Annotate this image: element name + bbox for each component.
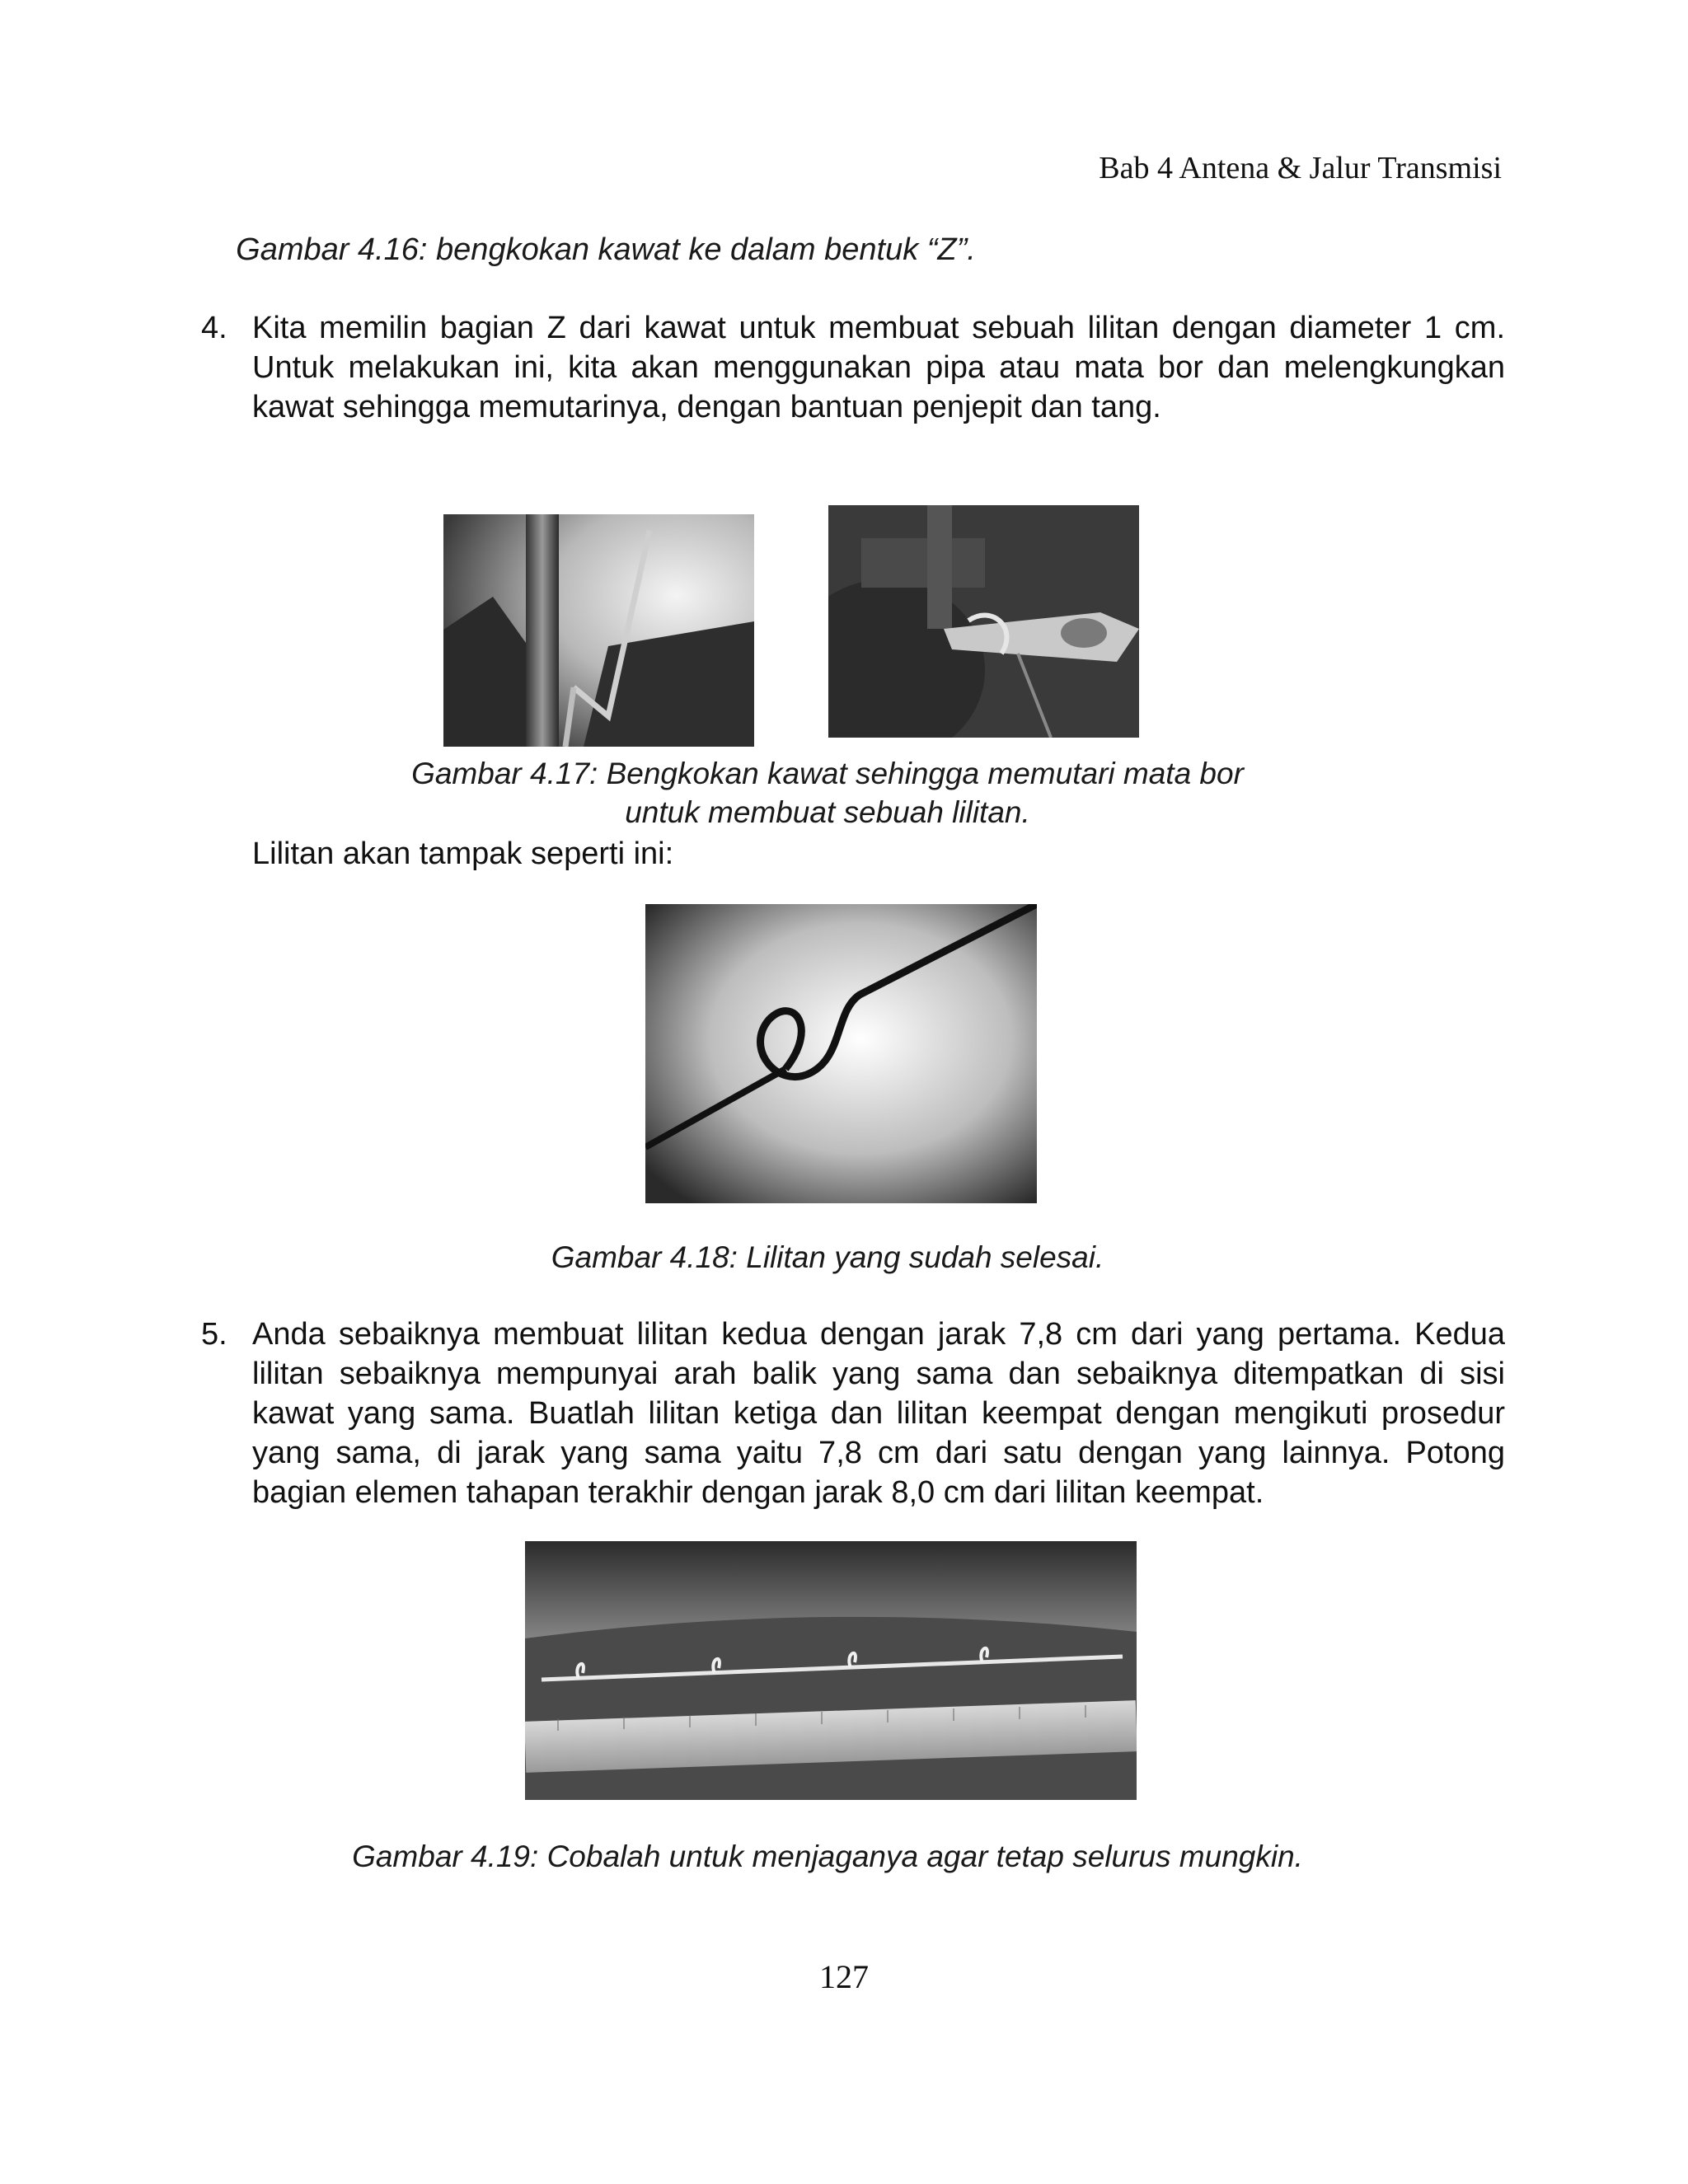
page-number: 127 [819,1958,869,1995]
interlude-text: Lilitan akan tampak seperti ini: [252,837,674,871]
caption-fig-4-16: Gambar 4.16: bengkokan kawat ke dalam bentuk “Z”. [236,232,976,267]
photo-wire-pliers-drill [828,505,1139,738]
caption-fig-4-17-line2: untuk membuat sebuah lilitan. [625,795,1030,829]
chapter-header: Bab 4 Antena & Jalur Transmisi [1099,151,1502,185]
step-5-text: Anda sebaiknya membuat lilitan kedua dengan jarak 7,8 cm dari yang pertama. Kedua lilitan sebaiknya mempunyai arah balik yang sama dan sebaiknya ditempatkan di sisi kawat yang sama. Buatlah lilitan ketiga dan lilitan keempat dengan mengikuti prosedur yang sama, di jarak yang sama yaitu 7,8 cm dari satu dengan yang lainnya. Potong bagian elemen tahapan terakhir dengan jarak 8,0 cm dari lilitan keempat. [252,1317,1505,1510]
step-5-number: 5. [201,1317,227,1352]
step-4-text: Kita memilin bagian Z dari kawat untuk membuat sebuah lilitan dengan diameter 1 cm. Untuk melakukan ini, kita akan menggunakan pipa atau mata bor dan melengkungkan kawat sehingga memutarinya, dengan bantuan penjepit dan tang. [252,311,1505,424]
photo-finished-coil [645,904,1037,1203]
photo-element-on-ruler [525,1541,1137,1800]
caption-fig-4-17-line1: Gambar 4.17: Bengkokan kawat sehingga memutari mata bor [411,757,1244,790]
step-4-number: 4. [201,311,227,345]
caption-fig-4-19: Gambar 4.19: Cobalah untuk menjaganya agar tetap selurus mungkin. [352,1840,1303,1873]
caption-fig-4-18: Gambar 4.18: Lilitan yang sudah selesai. [551,1240,1104,1274]
photo-wire-z-bend [443,514,754,747]
